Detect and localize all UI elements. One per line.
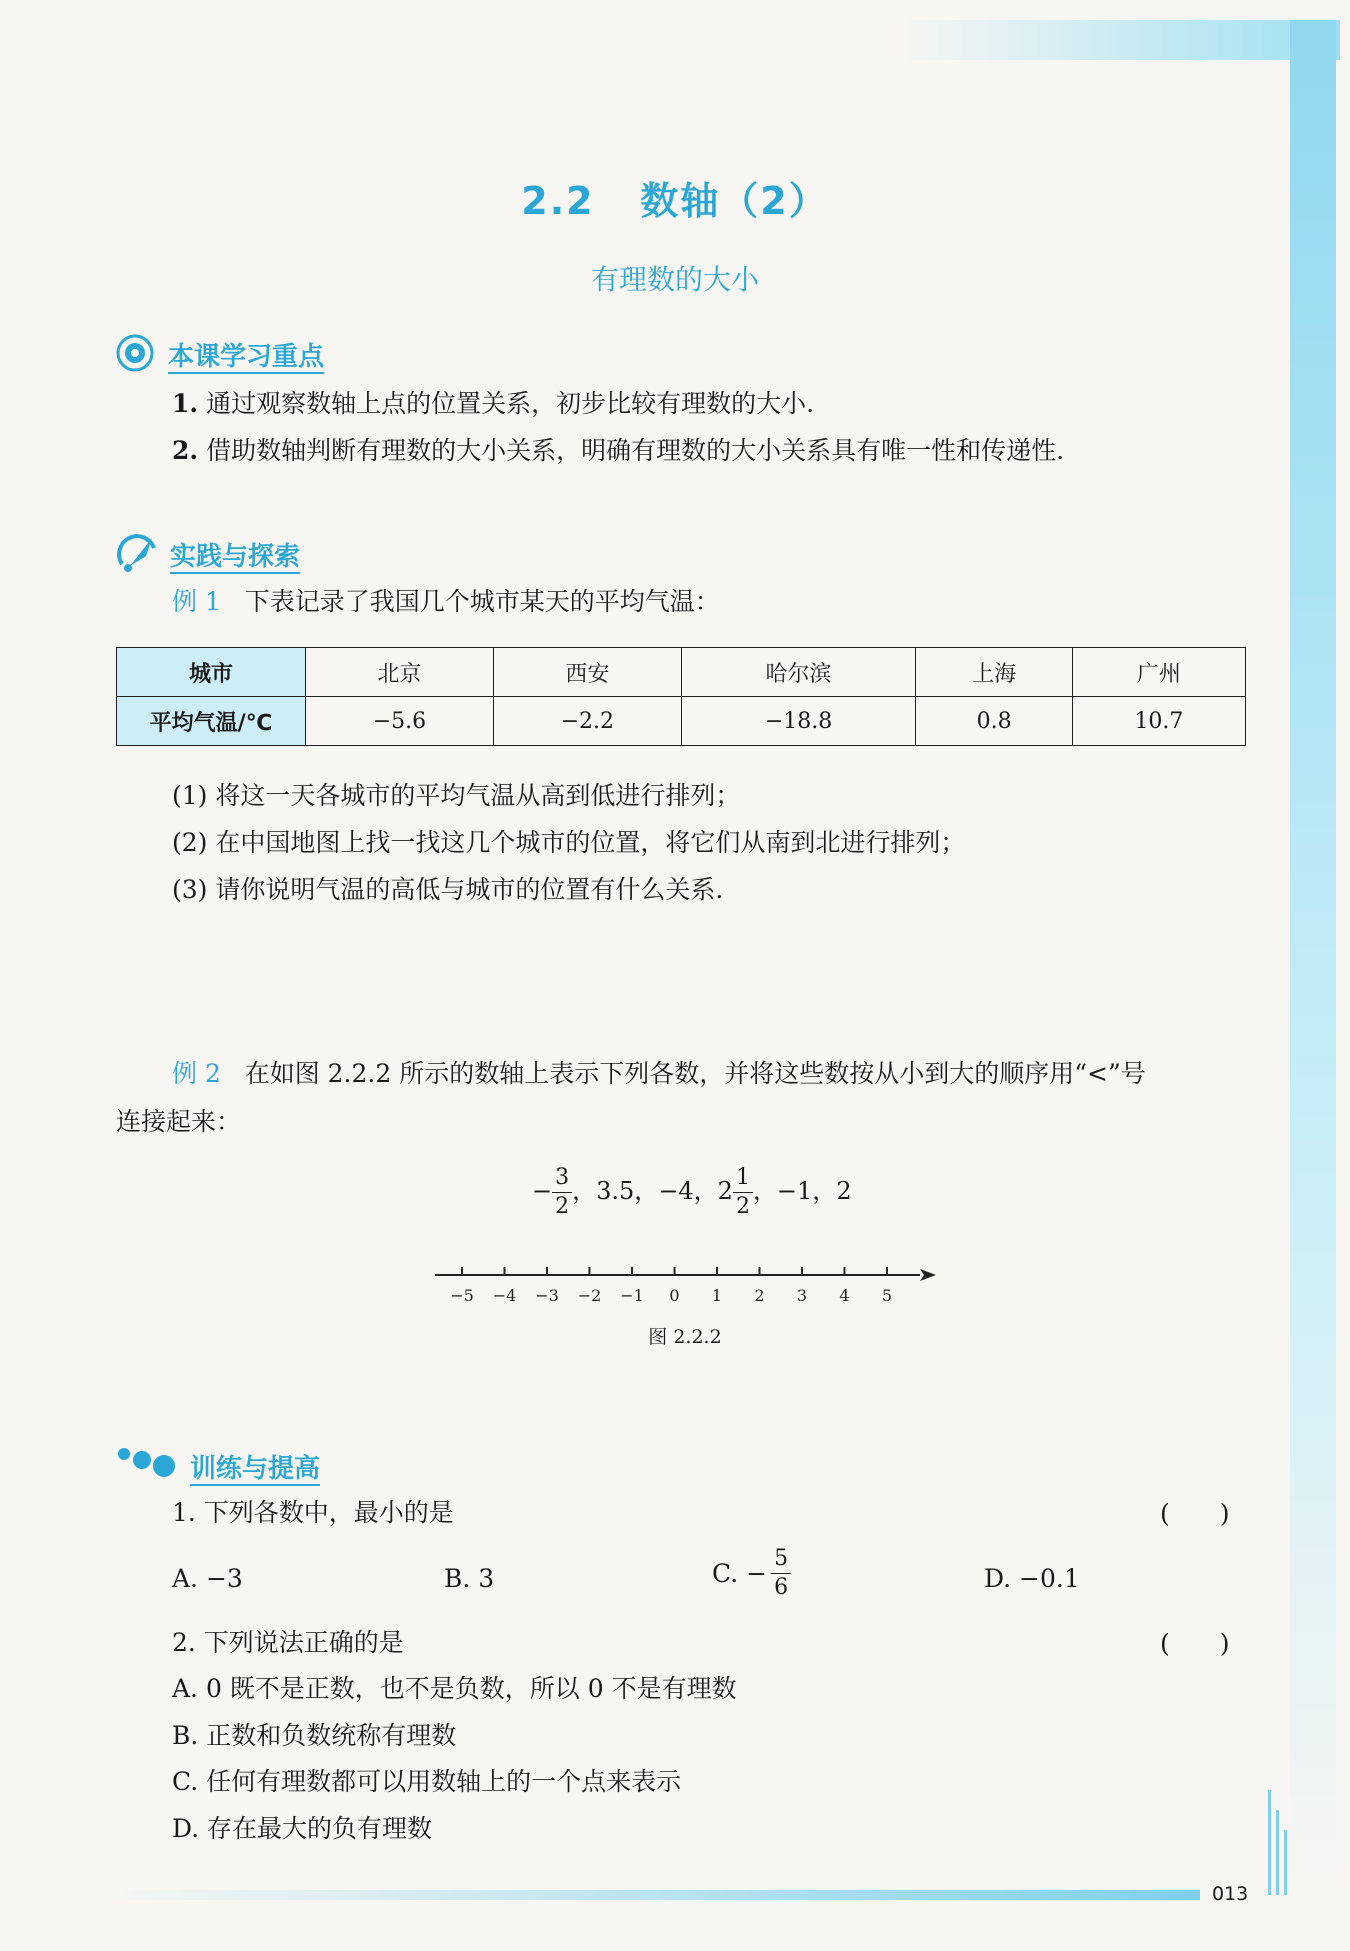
q1-answer-paren: ( ) (1160, 1499, 1230, 1528)
q1-option-d: D. −0.1 (984, 1564, 1080, 1593)
q2-option-a: A. 0 既不是正数，也不是负数，所以 0 不是有理数 (172, 1674, 737, 1703)
q2-stem: 2. 下列说法正确的是 (172, 1628, 404, 1657)
axis-tick-label: −4 (492, 1286, 517, 1305)
q1-option-a: A. −3 (172, 1564, 243, 1593)
table-cell: 上海 (916, 648, 1073, 697)
section-focus-header (116, 334, 516, 374)
axis-tick-label: 5 (881, 1286, 893, 1305)
table-cell: 10.7 (1072, 697, 1245, 746)
table-cell: 西安 (493, 648, 681, 697)
q1-stem: 1. 下列各数中，最小的是 (172, 1498, 454, 1527)
table-cell: 北京 (306, 648, 494, 697)
fraction: $\frac{1}{2}$ (733, 1164, 753, 1221)
example1-label: 例 1 (172, 587, 221, 616)
page-subtitle: 有理数的大小 (590, 263, 759, 296)
title-text: 数轴（2） (640, 179, 829, 223)
table-cell: 0.8 (916, 697, 1073, 746)
q2-option-d: D. 存在最大的负有理数 (172, 1814, 433, 1843)
page-number: 013 (1212, 1883, 1249, 1905)
section-practice-header (116, 530, 516, 574)
axis-tick-label: 0 (669, 1286, 680, 1305)
right-decorative-band (1290, 20, 1336, 1900)
decorative-bar (1276, 1810, 1279, 1895)
q2-option-b: B. 正数和负数统称有理数 (172, 1721, 457, 1750)
temperature-table (116, 647, 1246, 746)
focus-item-1: 1. 通过观察数轴上点的位置关系，初步比较有理数的大小. (172, 389, 815, 418)
q1-option-c: C. − $\frac{5}{6}$ (712, 1545, 791, 1602)
q1-option-b: B. 3 (444, 1564, 495, 1593)
figure-caption: 图 2.2.2 (648, 1326, 722, 1348)
q2-answer-paren: ( ) (1160, 1629, 1230, 1658)
rocket-icon (116, 530, 160, 574)
table-cell: −18.8 (681, 697, 916, 746)
table-cell: −5.6 (306, 697, 494, 746)
table-cell: 哈尔滨 (681, 648, 916, 697)
table-row-header: 平均气温/℃ (117, 697, 306, 746)
target-icon (116, 334, 154, 372)
table-cell: 广州 (1072, 648, 1245, 697)
axis-arrow-icon (920, 1269, 936, 1281)
axis-tick-label: −5 (450, 1286, 474, 1305)
table-row (117, 697, 1246, 746)
dots-icon (116, 1442, 182, 1482)
decorative-bar (1268, 1790, 1271, 1895)
axis-tick-label: −2 (577, 1286, 602, 1305)
axis-tick-label: 1 (711, 1286, 723, 1305)
axis-tick-label: 3 (796, 1286, 808, 1305)
number-line (430, 1255, 940, 1325)
q2-option-c: C. 任何有理数都可以用数轴上的一个点来表示 (172, 1767, 682, 1796)
section-practice-heading: 实践与探索 (170, 542, 301, 572)
title-number: 2.2 (521, 179, 595, 223)
fraction: $\frac{5}{6}$ (771, 1545, 791, 1602)
table-cell: −2.2 (493, 697, 681, 746)
example1-intro: 例 1 下表记录了我国几个城市某天的平均气温： (172, 587, 720, 616)
section-training-header (116, 1442, 516, 1486)
example2-label: 例 2 (172, 1059, 221, 1088)
bottom-decorative-band (110, 1890, 1200, 1900)
axis-tick-label: −1 (620, 1286, 644, 1305)
axis-tick-label: −3 (535, 1286, 559, 1305)
section-training-heading: 训练与提高 (190, 1454, 321, 1484)
axis-tick-label: 2 (754, 1286, 765, 1305)
focus-item-2: 2. 借助数轴判断有理数的大小关系，明确有理数的大小关系具有唯一性和传递性. (172, 436, 1065, 465)
table-row (117, 648, 1246, 697)
decorative-bar (1284, 1830, 1287, 1895)
fraction: $\frac{3}{2}$ (552, 1164, 572, 1221)
page-title (0, 170, 1350, 225)
example1-question-3: (3) 请你说明气温的高低与城市的位置有什么关系. (172, 875, 724, 904)
top-decorative-band (900, 20, 1340, 60)
table-row-header: 城市 (117, 648, 306, 697)
section-focus-heading: 本课学习重点 (168, 342, 325, 372)
example1-question-2: (2) 在中国地图上找一找这几个城市的位置，将它们从南到北进行排列； (172, 828, 966, 857)
example2-text-line2: 连接起来： (116, 1107, 242, 1136)
example2-number-list: − $\frac{3}{2}$ ，3.5，−4，2 $\frac{1}{2}$ ，−1，2 (532, 1165, 852, 1219)
axis-tick-label: 4 (839, 1286, 850, 1305)
example1-question-1: (1) 将这一天各城市的平均气温从高到低进行排列； (172, 781, 741, 810)
example2-text-line1: 例 2 在如图 2.2.2 所示的数轴上表示下列各数，并将这些数按从小到大的顺序用“<”号 (172, 1059, 1146, 1088)
